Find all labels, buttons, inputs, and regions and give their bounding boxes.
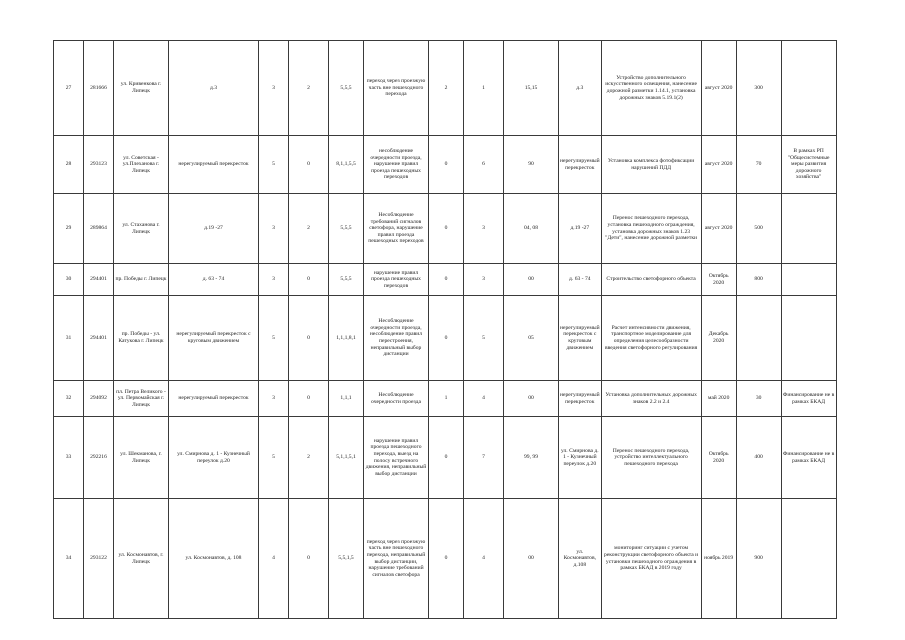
- col-11-codes-cell: 04, 08: [504, 194, 559, 264]
- col-11-codes-cell: 00: [504, 264, 559, 296]
- note-cell: [781, 264, 836, 296]
- record-code-cell: 281666: [84, 41, 114, 136]
- place-cell: ул. Смирнова д. 1 - Кузнечный переулок д.20: [559, 417, 602, 499]
- deadline-cell: август 2020: [701, 41, 736, 136]
- row-number-cell: 32: [54, 381, 84, 417]
- cost-cell: 900: [736, 499, 781, 619]
- injured-count-cell: 0: [429, 136, 464, 194]
- place-cell: нерегулируемый перекресток: [559, 381, 602, 417]
- location-cell: д.3: [169, 41, 259, 136]
- place-cell: нерегулируемый перекресток: [559, 136, 602, 194]
- total-count-cell: 3: [259, 381, 289, 417]
- measures-description-cell: Перенос пешеходного перехода, устройство интеллектуального пешеходного перехода: [601, 417, 701, 499]
- total-count-cell: 3: [259, 264, 289, 296]
- type-codes-cell: 1,1,1,8,1: [329, 296, 364, 381]
- cause-description-cell: Несоблюдение очередности проезда: [364, 381, 429, 417]
- type-codes-cell: 5,5,5: [329, 194, 364, 264]
- note-cell: [781, 41, 836, 136]
- location-cell: д. 63 - 74: [169, 264, 259, 296]
- type-codes-cell: 5,5,5: [329, 41, 364, 136]
- measures-description-cell: Строительство светофорного объекта: [601, 264, 701, 296]
- cost-cell: 70: [736, 136, 781, 194]
- table-row: [54, 41, 837, 136]
- row-number-cell: 27: [54, 41, 84, 136]
- type-codes-cell: 1,1,1: [329, 381, 364, 417]
- col-10-count-cell: 4: [464, 381, 504, 417]
- injured-count-cell: 0: [429, 417, 464, 499]
- col-11-codes-cell: 90: [504, 136, 559, 194]
- note-cell: [781, 499, 836, 619]
- col-11-codes-cell: 99, 99: [504, 417, 559, 499]
- cause-description-cell: Несоблюдение требований сигналов светофора, нарушение правил проезда пешеходных переходов: [364, 194, 429, 264]
- measures-description-cell: Расчет интенсивности движения, транспортное моделирование для определения целесообразности введения светофорного регулирования: [601, 296, 701, 381]
- street-name-cell: ул. Космонавтов, г. Липецк: [114, 499, 169, 619]
- injured-count-cell: 0: [429, 499, 464, 619]
- injured-count-cell: 0: [429, 264, 464, 296]
- table-row: [54, 499, 837, 619]
- killed-count-cell: 0: [289, 381, 329, 417]
- measures-description-cell: Установка дополнительных дорожных знаков 2.2 и 2.4: [601, 381, 701, 417]
- note-cell: [781, 194, 836, 264]
- col-11-codes-cell: 00: [504, 381, 559, 417]
- col-10-count-cell: 6: [464, 136, 504, 194]
- note-cell: Финансирование не в рамках БКАД: [781, 417, 836, 499]
- record-code-cell: 293123: [84, 136, 114, 194]
- record-code-cell: 292216: [84, 417, 114, 499]
- killed-count-cell: 2: [289, 194, 329, 264]
- type-codes-cell: 5,5,5: [329, 264, 364, 296]
- row-number-cell: 29: [54, 194, 84, 264]
- col-10-count-cell: 3: [464, 264, 504, 296]
- record-code-cell: 294401: [84, 296, 114, 381]
- deadline-cell: Октябрь 2020: [701, 264, 736, 296]
- cause-description-cell: нарушение правил проезда пешеходных переходов: [364, 264, 429, 296]
- killed-count-cell: 2: [289, 417, 329, 499]
- row-number-cell: 30: [54, 264, 84, 296]
- cost-cell: [736, 296, 781, 381]
- street-name-cell: ул. Шекманова, г. Липецк: [114, 417, 169, 499]
- table-row: [54, 194, 837, 264]
- street-name-cell: ул. Кривенкова г. Липецк: [114, 41, 169, 136]
- street-name-cell: ул. Советская - ул.Плеханова г. Липецк: [114, 136, 169, 194]
- table-row: [54, 136, 837, 194]
- note-cell: Финансирование не в рамках БКАД: [781, 381, 836, 417]
- location-cell: нерегулируемый перекресток с круговым движением: [169, 296, 259, 381]
- deadline-cell: Декабрь 2020: [701, 296, 736, 381]
- location-cell: ул. Космонавтов, д. 108: [169, 499, 259, 619]
- killed-count-cell: 2: [289, 41, 329, 136]
- table-body: [54, 41, 837, 619]
- cost-cell: 300: [736, 41, 781, 136]
- col-10-count-cell: 1: [464, 41, 504, 136]
- place-cell: д.19 -27: [559, 194, 602, 264]
- row-number-cell: 28: [54, 136, 84, 194]
- type-codes-cell: 8,1,1,5,5: [329, 136, 364, 194]
- location-cell: нерегулируемый перекресток: [169, 381, 259, 417]
- table-row: [54, 264, 837, 296]
- total-count-cell: 5: [259, 136, 289, 194]
- place-cell: ул. Космонавтов, д.108: [559, 499, 602, 619]
- deadline-cell: май 2020: [701, 381, 736, 417]
- killed-count-cell: 0: [289, 264, 329, 296]
- col-10-count-cell: 4: [464, 499, 504, 619]
- cost-cell: 500: [736, 194, 781, 264]
- row-number-cell: 34: [54, 499, 84, 619]
- injured-count-cell: 0: [429, 296, 464, 381]
- measures-description-cell: Установка комплекса фотофиксации нарушений ПДД: [601, 136, 701, 194]
- col-10-count-cell: 5: [464, 296, 504, 381]
- table-row: [54, 296, 837, 381]
- record-code-cell: 294092: [84, 381, 114, 417]
- col-11-codes-cell: 05: [504, 296, 559, 381]
- location-cell: д.19 -27: [169, 194, 259, 264]
- measures-description-cell: Устройство дополнительного искусственного освещения, нанесение дорожной разметки 1.14.1, установка дорожных знаков 5.19.1(2): [601, 41, 701, 136]
- table-row: [54, 417, 837, 499]
- cost-cell: 800: [736, 264, 781, 296]
- type-codes-cell: 5,5,1,5: [329, 499, 364, 619]
- place-cell: д.3: [559, 41, 602, 136]
- col-10-count-cell: 3: [464, 194, 504, 264]
- injured-count-cell: 1: [429, 381, 464, 417]
- type-codes-cell: 5,1,1,5,1: [329, 417, 364, 499]
- row-number-cell: 33: [54, 417, 84, 499]
- record-code-cell: 293122: [84, 499, 114, 619]
- street-name-cell: пл. Петра Великого - ул. Первомайская г. Липецк: [114, 381, 169, 417]
- total-count-cell: 5: [259, 296, 289, 381]
- cost-cell: 30: [736, 381, 781, 417]
- injured-count-cell: 0: [429, 194, 464, 264]
- cause-description-cell: переход через проезжую часть вне пешеходного перехода: [364, 41, 429, 136]
- col-11-codes-cell: 00: [504, 499, 559, 619]
- cause-description-cell: нарушение правил проезда пешеходного перехода, выезд на полосу встречного движения, неправильный выбор дистанции: [364, 417, 429, 499]
- cause-description-cell: Несоблюдение очередности проезда, несоблюдение правил перестроения, неправильный выбор дистанции: [364, 296, 429, 381]
- deadline-cell: Октябрь 2020: [701, 417, 736, 499]
- total-count-cell: 3: [259, 41, 289, 136]
- row-number-cell: 31: [54, 296, 84, 381]
- deadline-cell: ноябрь 2019: [701, 499, 736, 619]
- killed-count-cell: 0: [289, 136, 329, 194]
- cause-description-cell: несоблюдение очередности проезда, нарушение правил проезда пешеходных переходов: [364, 136, 429, 194]
- total-count-cell: 5: [259, 417, 289, 499]
- note-cell: В рамках РП "Общесистемные меры развития дорожного хозяйства": [781, 136, 836, 194]
- killed-count-cell: 0: [289, 296, 329, 381]
- col-10-count-cell: 7: [464, 417, 504, 499]
- street-name-cell: пр. Победы - ул. Катукова г. Липецк: [114, 296, 169, 381]
- col-11-codes-cell: 15,15: [504, 41, 559, 136]
- record-code-cell: 289864: [84, 194, 114, 264]
- cause-description-cell: переход через проезжую часть вне пешеходного перехода, неправильный выбор дистанции, нарушение требований сигналов светофора: [364, 499, 429, 619]
- deadline-cell: август 2020: [701, 136, 736, 194]
- measures-description-cell: мониторинг ситуации с учетом реконструкции светофорного объекта и установки пешеходного ограждения в рамках БКАД в 2019 году: [601, 499, 701, 619]
- deadline-cell: август 2020: [701, 194, 736, 264]
- table-row: [54, 381, 837, 417]
- record-code-cell: 294401: [84, 264, 114, 296]
- measures-description-cell: Перенос пешеходного перехода, установка пешеходного ограждения, установка дорожных знаков 1.23 "Дети", нанесение дорожной разметки: [601, 194, 701, 264]
- total-count-cell: 3: [259, 194, 289, 264]
- note-cell: [781, 296, 836, 381]
- total-count-cell: 4: [259, 499, 289, 619]
- location-cell: ул. Смирнова д. 1 - Кузнечный переулок д.20: [169, 417, 259, 499]
- location-cell: нерегулируемый перекресток: [169, 136, 259, 194]
- killed-count-cell: 0: [289, 499, 329, 619]
- place-cell: нерегулируемый перекресток с круговым движением: [559, 296, 602, 381]
- place-cell: д. 63 - 74: [559, 264, 602, 296]
- incident-table: [53, 40, 837, 619]
- street-name-cell: ул. Стаханова г. Липецк: [114, 194, 169, 264]
- injured-count-cell: 2: [429, 41, 464, 136]
- cost-cell: 400: [736, 417, 781, 499]
- street-name-cell: пр. Победы г. Липецк: [114, 264, 169, 296]
